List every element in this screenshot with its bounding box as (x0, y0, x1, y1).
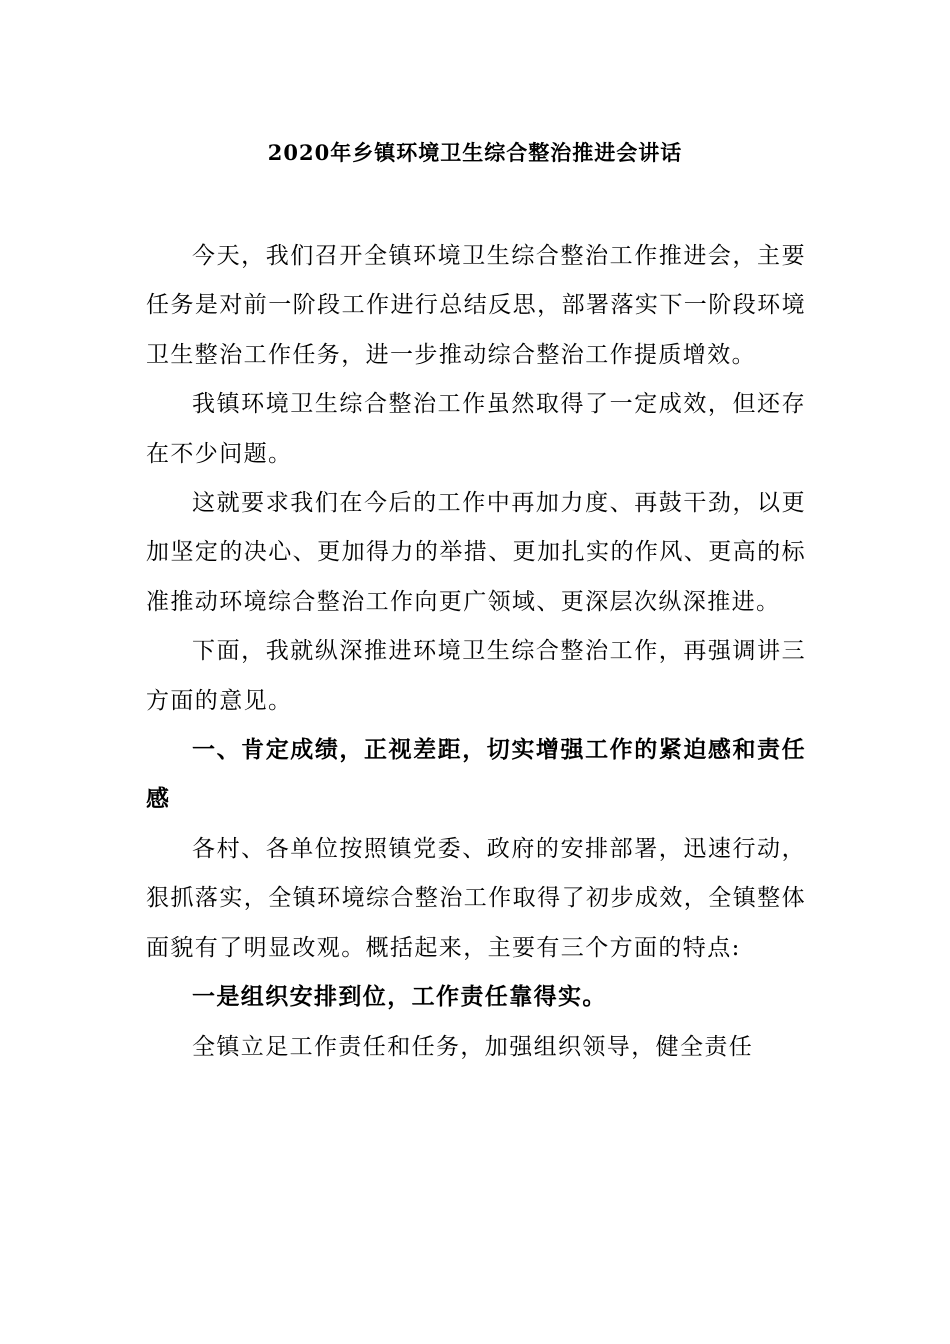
section-heading-1: 一、肯定成绩，正视差距，切实增强工作的紧迫感和责任感 (146, 737, 806, 813)
paragraph-point-1: 全镇立足工作责任和任务，加强组织领导，健全责任 (192, 1033, 754, 1060)
document-body (146, 232, 806, 1072)
paragraph-outline: 下面，我就纵深推进环境卫生综合整治工作，再强调讲三方面的意见。 (146, 638, 806, 714)
paragraph-problems: 我镇环境卫生综合整治工作虽然取得了一定成效，但还存在不少问题。 (146, 391, 806, 467)
document-title: 2020年乡镇环境卫生综合整治推进会讲话 (267, 140, 683, 165)
paragraph-achievements: 各村、各单位按照镇党委、政府的安排部署，迅速行动，狠抓落实，全镇环境综合整治工作取得了初步成效，全镇整体面貌有了明显改观。概括起来，主要有三个方面的特点: (146, 835, 806, 961)
paragraph-intro: 今天，我们召开全镇环境卫生综合整治工作推进会，主要任务是对前一阶段工作进行总结反思，部署落实下一阶段环境卫生整治工作任务，进一步推动综合整治工作提质增效。 (146, 243, 806, 368)
paragraph-requirements: 这就要求我们在今后的工作中再加力度、再鼓干劲，以更加坚定的决心、更加得力的举措、更加扎实的作风、更高的标准推动环境综合整治工作向更广领域、更深层次纵深推进。 (146, 490, 806, 615)
subheading-point-1: 一是组织安排到位，工作责任靠得实。 (192, 984, 607, 1011)
